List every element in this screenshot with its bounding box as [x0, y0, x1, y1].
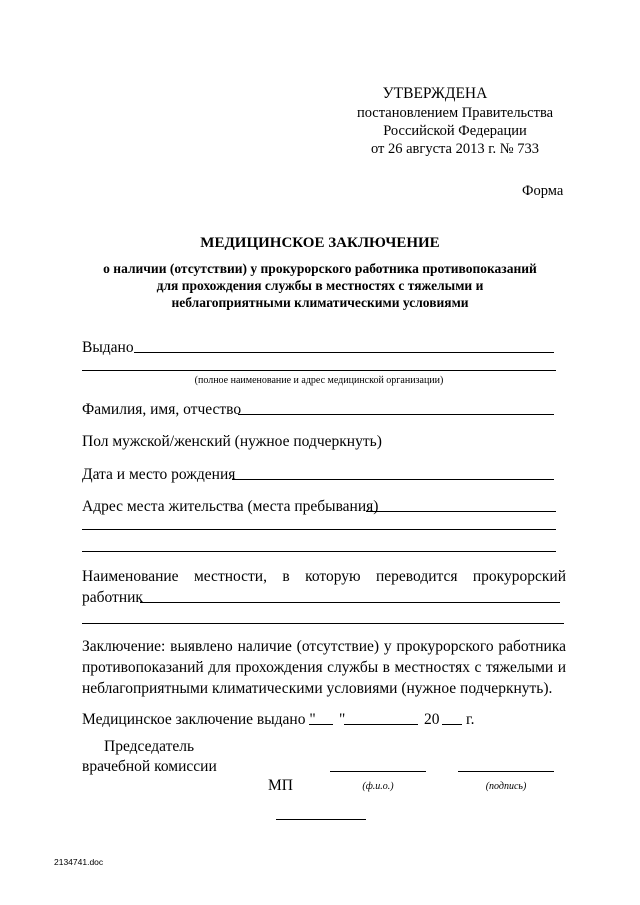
- issued-year-prefix: 20: [424, 711, 440, 728]
- issued-field-line-2[interactable]: [82, 370, 556, 371]
- form-label: Форма: [522, 183, 564, 199]
- gender-label: Пол мужской/женский (нужное подчеркнуть): [82, 433, 382, 450]
- locality-word-3: в: [282, 568, 290, 585]
- sign-hint: (подпись): [485, 781, 527, 792]
- locality-word-4: которую: [305, 568, 361, 585]
- fio-label: Фамилия, имя, отчество: [82, 401, 242, 418]
- locality-field-line-2[interactable]: [82, 623, 564, 624]
- issued-date-quote: ": [339, 711, 346, 728]
- conclusion-line-3: неблагоприятными климатическими условиями (нужное подчеркнуть).: [82, 680, 553, 697]
- stamp-rule: [276, 819, 366, 820]
- address-field-line-2[interactable]: [82, 529, 556, 530]
- locality-field[interactable]: [140, 602, 560, 603]
- fio-field[interactable]: [238, 414, 554, 415]
- issued-field[interactable]: [134, 352, 554, 353]
- approval-line-1: постановлением Правительства: [356, 105, 554, 121]
- document-subtitle-1: о наличии (отсутствии) у прокурорского работника противопоказаний: [103, 261, 537, 276]
- issued-day-field[interactable]: [309, 724, 333, 725]
- footer-filename: 2134741.doc: [54, 857, 104, 867]
- locality-word-1: Наименование: [82, 568, 179, 585]
- issued-month-field[interactable]: [344, 724, 418, 725]
- locality-word-2: местности,: [193, 568, 267, 585]
- birth-label: Дата и место рождения: [82, 466, 236, 483]
- chair-fio-field[interactable]: [330, 771, 426, 772]
- conclusion-line-2: противопоказаний для прохождения службы в местностях с тяжелыми и: [82, 659, 566, 676]
- issued-hint: (полное наименование и адрес медицинской организации): [194, 375, 444, 386]
- address-field[interactable]: [366, 511, 556, 512]
- locality-label-2: работник: [82, 589, 143, 606]
- chair-label-2: врачебной комиссии: [82, 758, 217, 775]
- chair-label-1: Председатель: [104, 738, 195, 755]
- address-field-line-3[interactable]: [82, 551, 556, 552]
- stamp-label: МП: [268, 777, 293, 794]
- locality-word-6: прокурорский: [472, 568, 566, 585]
- issued-date-suffix: г.: [466, 711, 475, 728]
- issued-date-label: Медицинское заключение выдано ": [82, 711, 316, 728]
- approval-title: УТВЕРЖДЕНА: [382, 85, 488, 102]
- birth-field[interactable]: [232, 479, 554, 480]
- approval-line-3: от 26 августа 2013 г. № 733: [370, 141, 540, 157]
- chair-sign-field[interactable]: [458, 771, 554, 772]
- address-label: Адрес места жительства (места пребывания): [82, 498, 379, 515]
- fio-hint: (ф.и.о.): [362, 781, 394, 792]
- document-subtitle-2: для прохождения службы в местностях с тяжелыми и: [156, 278, 484, 293]
- locality-word-5: переводится: [376, 568, 458, 585]
- conclusion-line-1: Заключение: выявлено наличие (отсутствие) у прокурорского работника: [82, 638, 566, 655]
- approval-line-2: Российской Федерации: [383, 123, 527, 139]
- issued-label: Выдано: [82, 339, 134, 356]
- issued-year-field[interactable]: [442, 724, 462, 725]
- document-subtitle-3: неблагоприятными климатическими условиями: [171, 295, 469, 310]
- document-title: МЕДИЦИНСКОЕ ЗАКЛЮЧЕНИЕ: [200, 235, 440, 251]
- locality-label: [82, 567, 566, 587]
